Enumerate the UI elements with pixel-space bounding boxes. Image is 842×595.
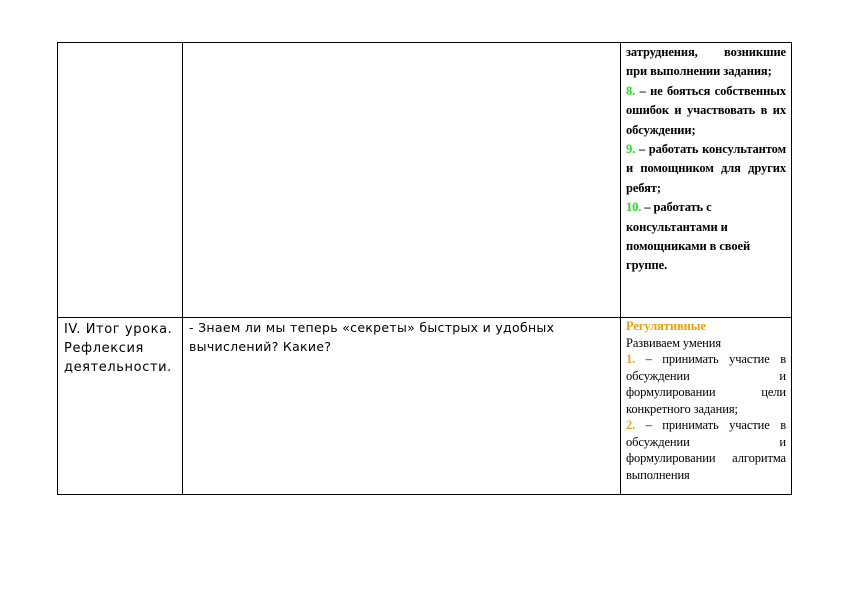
item-number: 9. (626, 142, 636, 157)
activity-text (183, 43, 620, 44)
item-text: – работать консультантом и помощником для других ребят; (626, 142, 786, 195)
item-text: – принимать участие в обсуждении и формулировании цели конкретного задания; (626, 352, 786, 416)
stage-cell (58, 43, 183, 318)
item-number: 8. (626, 83, 636, 98)
stage-cell (58, 318, 183, 495)
table-row (58, 43, 792, 318)
item-text: – работать с консультантами и помощниками в своей группе. (626, 200, 751, 273)
activity-cell (183, 43, 621, 318)
item-number: 2. (626, 418, 636, 432)
uud-subheading: Развиваем умения (626, 335, 721, 350)
uud-heading: Регулятивные (626, 319, 706, 333)
uud-list-item (626, 82, 786, 140)
uud-list-item (626, 140, 786, 198)
activity-cell (183, 318, 621, 495)
item-text: – принимать участие в обсуждении и формулировании алгоритма выполнения (626, 418, 786, 482)
uud-list-item (626, 198, 786, 276)
uud-list-item (626, 351, 786, 417)
uud-cell (621, 318, 792, 495)
item-text: – не бояться собственных ошибок и участвовать в их обсуждении; (626, 83, 786, 137)
stage-text (58, 43, 182, 45)
activity-text: - Знаем ли мы теперь «секреты» быстрых и удобных вычислений? Какие? (189, 320, 555, 354)
uud-intro-text: затруднения, возникшие при выполнении задания; (626, 45, 786, 79)
table-row (58, 318, 792, 495)
item-number: 10. (626, 200, 642, 215)
uud-cell (621, 43, 792, 318)
stage-text: IV. Итог урока. Рефлексия деятельности. (64, 322, 173, 375)
item-number: 1. (626, 352, 636, 366)
lesson-plan-table (57, 42, 792, 495)
uud-list-item (626, 417, 786, 483)
